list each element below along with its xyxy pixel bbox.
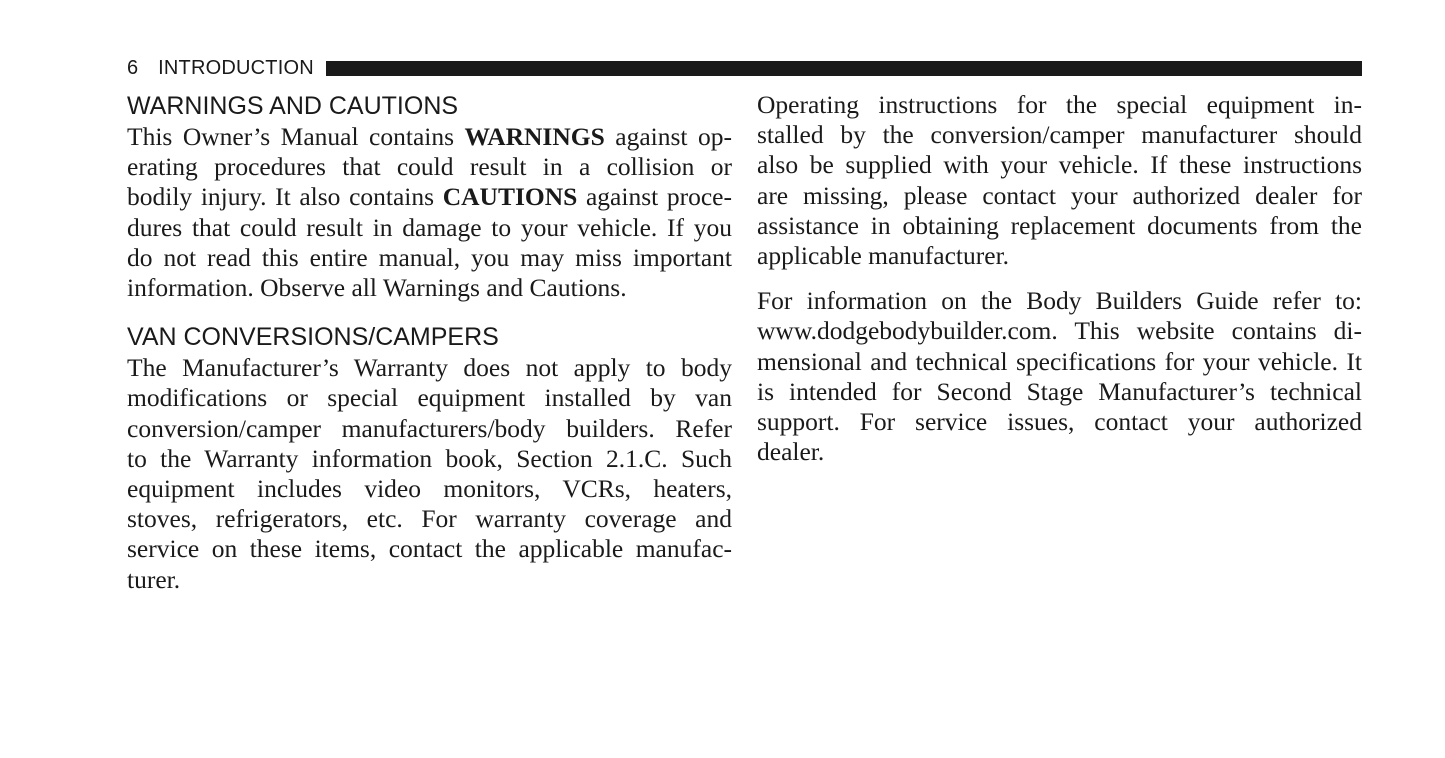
warnings-heading: WARNINGS AND CAUTIONS <box>127 92 459 120</box>
text-line: turer. <box>127 564 181 594</box>
text-line: service on these items, contact the applicable manufac- <box>127 534 732 564</box>
text-line: Operating instructions for the special equipment in- <box>757 90 1362 119</box>
header-rule <box>326 61 1362 76</box>
warnings-paragraph <box>127 122 732 303</box>
text-line: dures that could result in damage to your vehicle. If you <box>127 212 732 242</box>
text-run: against proce- <box>577 182 732 212</box>
warnings-bold-term: WARNINGS <box>464 122 605 151</box>
text-line: information. Observe all Warnings and Cautions. <box>127 273 627 303</box>
text-line: dealer. <box>757 437 825 467</box>
van-conversions-heading: VAN CONVERSIONS/CAMPERS <box>127 323 499 352</box>
text-line: to the Warranty information book, Section 2.1.C. Such <box>127 443 732 473</box>
text-run: bodily injury. It also contains <box>127 182 443 212</box>
text-run: against op- <box>604 122 732 151</box>
text-line: stalled by the conversion/camper manufacturer should <box>757 120 1362 150</box>
body-builders-paragraph <box>757 286 1362 467</box>
text-line: equipment includes video monitors, VCRs, heaters, <box>127 474 732 504</box>
text-line: conversion/camper manufacturers/body builders. Refer <box>127 413 732 443</box>
text-line: erating procedures that could result in a collision or <box>127 152 732 182</box>
text-line: assistance in obtaining replacement documents from the <box>757 210 1362 240</box>
text-line: modifications or special equipment installed by van <box>127 383 732 413</box>
text-line: www.dodgebodybuilder.com. This website contains di- <box>757 316 1362 346</box>
right-column <box>757 90 1362 467</box>
cautions-bold-term: CAUTIONS <box>442 182 578 212</box>
text-line <box>127 182 732 212</box>
text-line: is intended for Second Stage Manufacturer’s technical <box>757 376 1362 406</box>
text-line <box>127 122 732 152</box>
text-line: applicable manufacturer. <box>757 241 1010 271</box>
van-conversions-paragraph <box>127 353 732 595</box>
page-number: 6 <box>127 56 139 79</box>
text-line: support. For service issues, contact your authorized <box>757 407 1362 437</box>
text-line: The Manufacturer’s Warranty does not apply to body <box>127 353 732 383</box>
text-line: do not read this entire manual, you may miss important <box>127 242 732 272</box>
running-header <box>127 57 1362 79</box>
left-column <box>127 90 732 595</box>
text-line: stoves, refrigerators, etc. For warranty coverage and <box>127 504 732 534</box>
section-name: INTRODUCTION <box>158 56 314 79</box>
text-line: For information on the Body Builders Guide refer to: <box>757 286 1362 316</box>
text-line: also be supplied with your vehicle. If these instructions <box>757 150 1362 180</box>
text-run: This Owner’s Manual contains <box>127 122 465 151</box>
instructions-paragraph <box>757 90 1362 271</box>
text-line: mensional and technical specifications for your vehicle. It <box>757 346 1362 376</box>
text-line: are missing, please contact your authorized dealer for <box>757 180 1362 210</box>
